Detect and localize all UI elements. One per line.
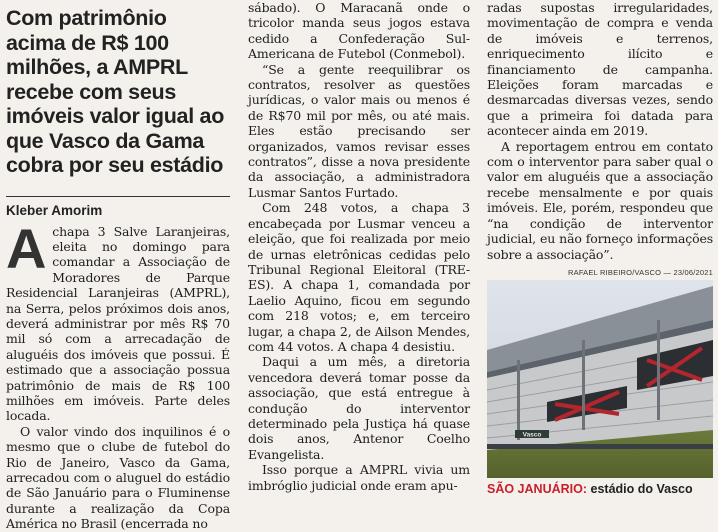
- paragraph: Isso porque a AMPRL vivia um imbróglio judicial onde eram apu-: [248, 462, 470, 493]
- paragraph-text: chapa 3 Salve Laranjeiras, eleita no domingo para comandar a Associação de Moradores de Parque Residencial Laranjeiras (AMPRL), na Serra, pelos próximos dois anos, deverá administrar por mês R$ 70 mil só com a arrecadação de aluguéis dos imóveis que possui. É estimado que a associação possua patrimônio de mais de R$ 100 milhões em imóveis. Parte deles locada.: [6, 223, 230, 424]
- column-1: [6, 0, 230, 532]
- photo-credit: RAFAEL RIBEIRO/VASCO — 23/06/2021: [568, 267, 713, 277]
- caption-label: SÃO JANUÁRIO:: [487, 481, 588, 496]
- column-3: [487, 0, 713, 496]
- body-column-2: [248, 0, 470, 493]
- column-2: [248, 0, 470, 493]
- paragraph: [6, 216, 230, 424]
- paragraph: radas supostas irregularidades, movimentação de compra e venda de imóveis e terrenos, enriquecimento ilícito e financiamento de campanha. Eleições foram marcadas e desmarcadas diversas vezes, sendo que a primeira foi datada para acontecer ainda em 2019.: [487, 0, 713, 139]
- drop-cap: A: [6, 216, 47, 280]
- paragraph: O valor vindo dos inquilinos é o mesmo que o clube de futebol do Rio de Janeiro, Vasco da Gama, arrecadou com o aluguel do estádio de São Januário para o Fluminense durante a realização da Copa América no Brasil (encerrada no: [6, 423, 230, 532]
- photo-caption: [487, 482, 713, 496]
- headline: Com patrimônio acima de R$ 100 milhões, a AMPRL recebe com seus imóveis valor igual ao que Vasco da Gama cobra por seu estádio: [6, 6, 225, 177]
- paragraph: A reportagem entrou em contato com o interventor para saber qual o valor em aluguéis que a associação recebe mensalmente e por quais imóveis. Ele, porém, respondeu que “na condição de interventor judicial, eu não forneço informações sobre a associação”.: [487, 138, 713, 262]
- body-column-1: [6, 216, 230, 532]
- stadium-photo: [487, 280, 713, 478]
- paragraph: Daqui a um mês, a diretoria vencedora deverá tomar posse da associação, que está entregue à condução do interventor determinado pela Justiça há quase dois anos, Antenor Coelho Evangelista.: [248, 354, 470, 462]
- caption-text: estádio do Vasco: [590, 481, 693, 496]
- stadium-illustration: [487, 280, 713, 478]
- stadium-banner: Vasco: [522, 431, 542, 439]
- byline-rule: [6, 196, 230, 197]
- paragraph: sábado). O Maracanã onde o tricolor manda seus jogos estava cedido a Confederação Sul-Americana de Futebol (Conmebol).: [248, 0, 470, 62]
- body-column-3: [487, 0, 713, 262]
- paragraph: “Se a gente reequilibrar os contratos, resolver as questões jurídicas, o valor mais ou menos é de R$70 mil por mês, ou até mais. Eles estão precisando ser organizados, vamos revisar esses contratos”, disse a nova presidente da associação, a administradora Lusmar Santos Furtado.: [248, 61, 470, 200]
- byline: Kleber Amorim: [6, 202, 103, 218]
- paragraph: Com 248 votos, a chapa 3 encabeçada por Lusmar venceu a eleição, que foi realizada por meio de urnas eletrônicas cedidas pelo Tribunal Regional Eleitoral (TRE-ES). A chapa 1, comandada por Laelio Aquino, ficou em segundo com 218 votos; e, em terceiro lugar, a chapa 2, de Ailson Mendes, com 44 votos. A chapa 4 desistiu.: [248, 200, 470, 354]
